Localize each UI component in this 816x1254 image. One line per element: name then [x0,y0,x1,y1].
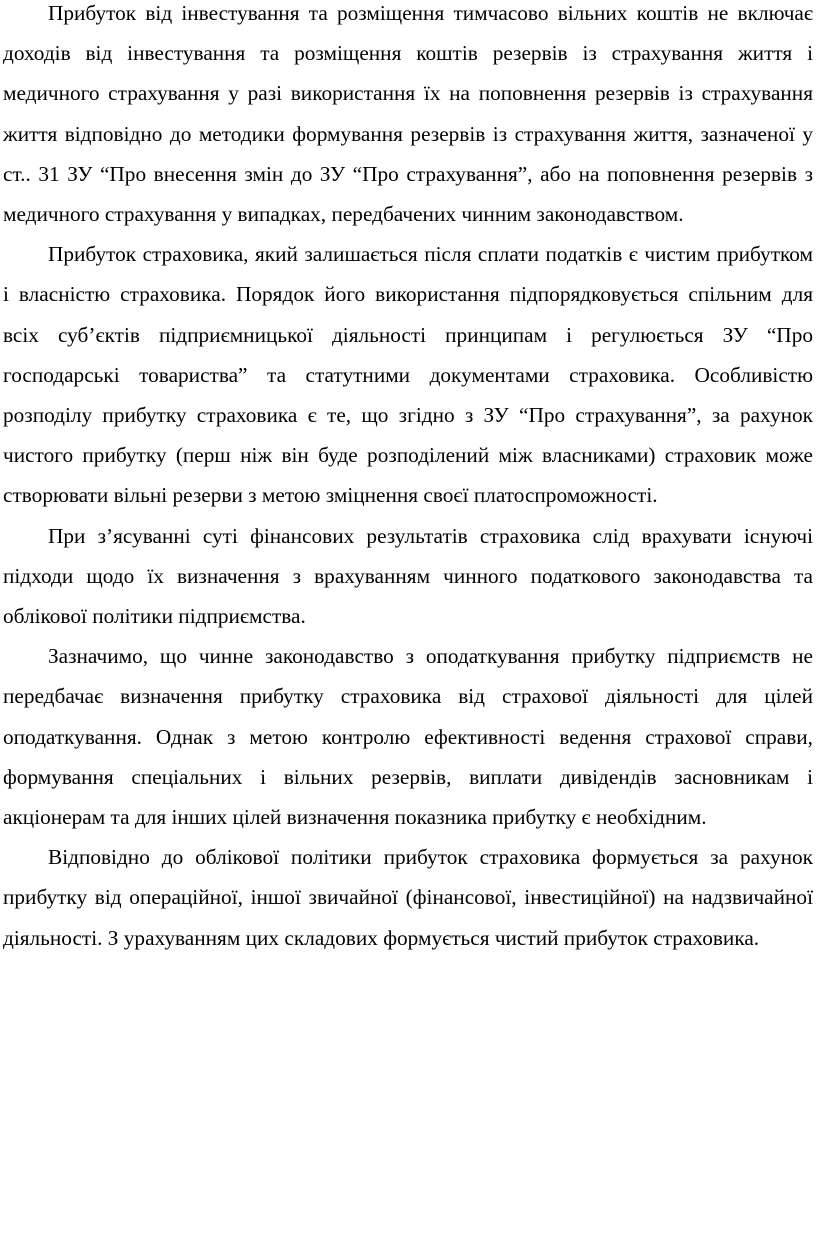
paragraph-taxation: Зазначимо, що чинне законодавство з оподаткування прибутку підприємств не передбачає визначення прибутку страховика від страхової діяльності для цілей оподаткування. Однак з метою контролю ефективності ведення страхової справи, формування спеціальних і вільних резервів, виплати дивідендів засновникам і акціонерам та для інших цілей визначення показника прибутку є необхідним. [3,644,813,830]
paragraph-investment-profit: Прибуток від інвестування та розміщення тимчасово вільних коштів не включає доходів від інвестування та розміщення коштів резервів із страхування життя і медичного страхування у разі використання їх на поповнення резервів із страхування життя відповідно до методики формування резервів із страхування життя, зазначеної у ст.. 31 ЗУ “Про внесення змін до ЗУ “Про страхування”, або на поповнення резервів з медичного страхування у випадках, передбачених чинним законодавством. [3,1,813,227]
paragraph-net-profit: Прибуток страховика, який залишається після сплати податків є чистим прибутком і власністю страховика. Порядок його використання підпорядковується спільним для всіх суб’єктів підприємницької діяльності принципам і регулюється ЗУ “Про господарські товариства” та статутними документами страховика. Особливістю розподілу прибутку страховика є те, що згідно з ЗУ “Про страхування”, за рахунок чистого прибутку (перш ніж він буде розподілений між власниками) страховик може створювати вільні резерви з метою зміцнення своєї платоспроможності. [3,242,813,508]
paragraph-financial-results: При з’ясуванні суті фінансових результатів страховика слід врахувати існуючі підходи щодо їх визначення з врахуванням чинного податкового законодавства та облікової політики підприємства. [3,523,813,629]
paragraph-accounting-policy: Відповідно до облікової політики прибуток страховика формується за рахунок прибутку від операційної, іншої звичайної (фінансової, інвестиційної) на надзвичайної діяльності. З урахуванням цих складових формується чистий прибуток страховика. [3,845,813,950]
document-body [3,0,813,958]
